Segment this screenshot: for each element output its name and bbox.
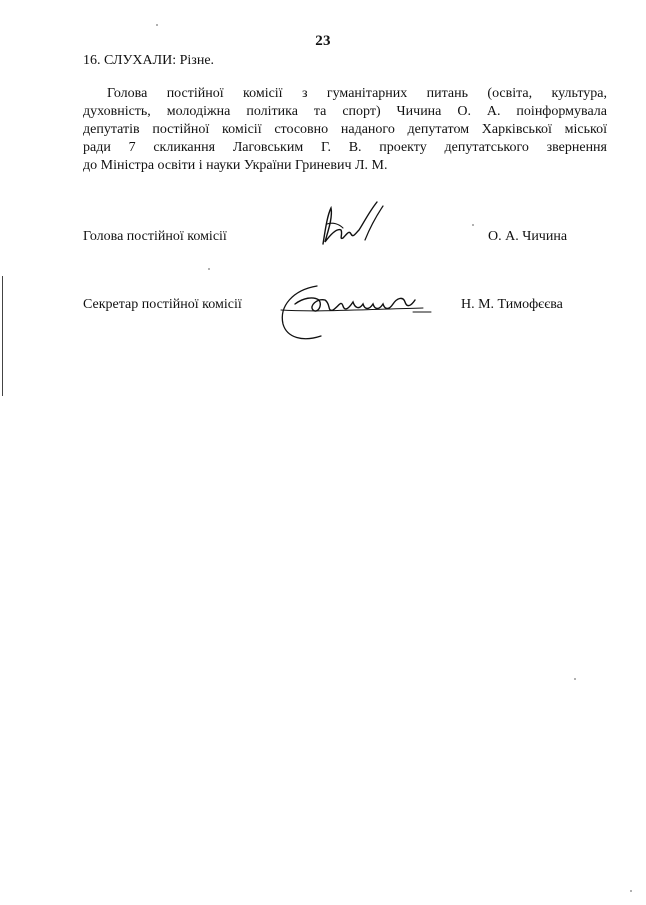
section-heading-prefix: 16. СЛУХАЛИ: [83, 53, 177, 68]
scan-margin-line [2, 276, 3, 396]
section-heading [83, 52, 214, 70]
paragraph-line: ради 7 скликання Лаговським Г. В. проекту депутатського звернення [83, 140, 607, 155]
signatory-name: О. А. Чичина [488, 229, 568, 244]
page-number: 23 [315, 33, 331, 49]
handwritten-signature-chair [313, 194, 413, 254]
paragraph-line: Голова постійної комісії з гуманітарних питань (освіта, культура, [107, 86, 607, 101]
scan-speck [208, 268, 210, 270]
paragraph-line: духовність, молодіжна політика та спорт) Чичина О. А. поінформувала [83, 104, 607, 119]
scan-speck [472, 224, 474, 226]
signatory-name: Н. М. Тимофєєва [461, 297, 563, 312]
scan-speck [156, 24, 158, 26]
scan-speck [574, 678, 576, 680]
body-paragraph [83, 85, 607, 175]
paragraph-line: до Міністра освіти і науки України Гриневич Л. М. [83, 158, 388, 173]
section-heading-topic: Різне. [179, 53, 215, 68]
handwritten-signature-secretary [273, 280, 443, 356]
paragraph-line: депутатів постійної комісії стосовно наданого депутатом Харківської міської [83, 122, 607, 137]
scan-speck [630, 890, 632, 892]
signatory-title: Голова постійної комісії [83, 229, 227, 244]
signatory-title: Секретар постійної комісії [83, 297, 242, 312]
